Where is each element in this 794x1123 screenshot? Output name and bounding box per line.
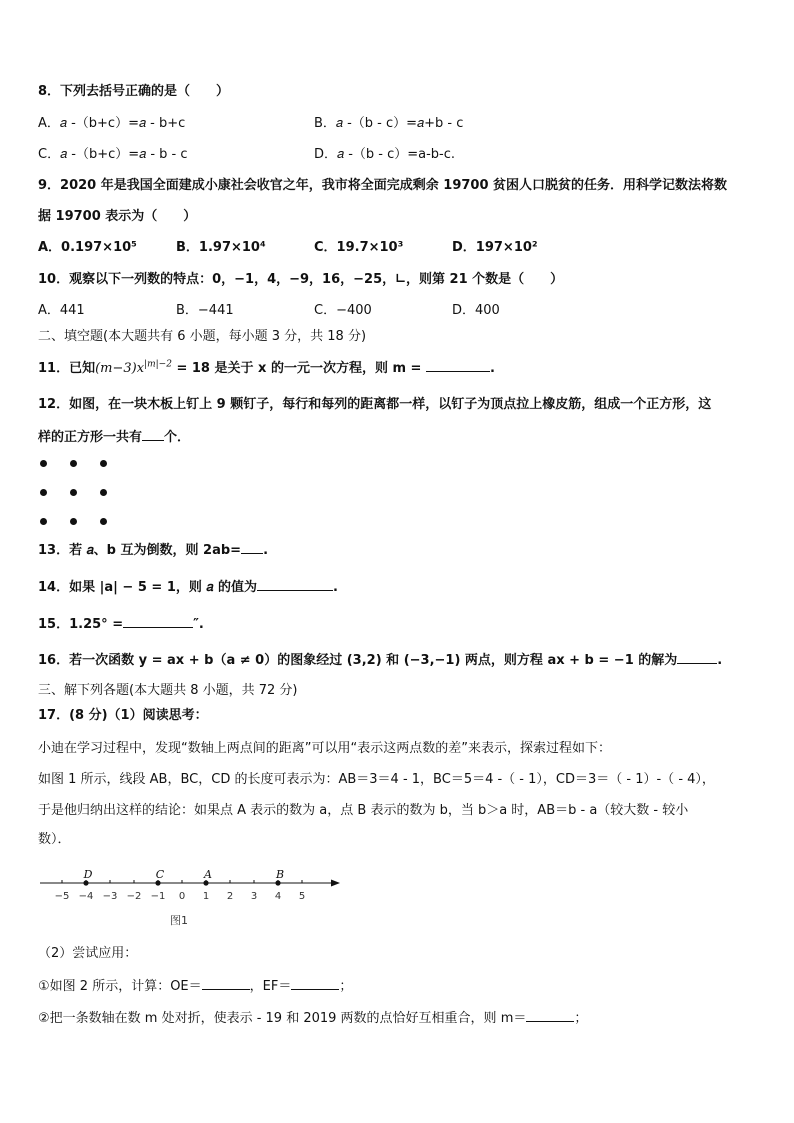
q8-option-b[interactable]: B．𝑎 -（b - c）=𝑎+b - c [314, 116, 464, 131]
tick-label: 5 [298, 891, 306, 902]
section-problems-heading: 三、解下列各题(本大题共 8 小题，共 72 分) [38, 683, 298, 698]
q17-paragraph-1: 小迪在学习过程中，发现“数轴上两点间的距离”可以用“表示这两点数的差”来表示，探索过程如下： [38, 741, 611, 756]
q10-option-d[interactable]: D．400 [452, 303, 500, 318]
point-d [83, 880, 88, 885]
q12-suffix: 个． [164, 430, 191, 445]
point-label-b: B [275, 868, 285, 881]
q17-paragraph-2: 如图 1 所示，线段 AB，BC，CD 的长度可表示为：AB＝3＝4 - 1，BC＝5＝4 -（ - 1），CD＝3＝（ - 1）-（ - 4）， [38, 772, 715, 787]
q17-item1-end: ； [339, 979, 353, 994]
section-fill-in-heading: 二、填空题(本大题共有 6 小题，每小题 3 分，共 18 分) [38, 329, 367, 344]
oe-answer-blank[interactable] [202, 977, 250, 990]
point-b [275, 880, 280, 885]
tick-label: −1 [150, 891, 166, 902]
q8-option-a[interactable]: A．𝑎 -（b+c）=𝑎 - b+c [38, 116, 186, 131]
q9-option-b[interactable]: B．1.97×10⁴ [176, 240, 266, 255]
q16-prefix: 16．若一次函数 y = ax + b（a ≠ 0）的图象经过 (3,2) 和 (−3,−1) 两点，则方程 ax + b = −1 的解为 [38, 653, 678, 668]
figure-1-caption: 图1 [170, 914, 188, 927]
q9-option-d[interactable]: D．197×10² [452, 240, 538, 255]
ef-answer-blank[interactable] [291, 977, 339, 990]
point-a [203, 880, 208, 885]
q12-stem-line1: 12．如图，在一块木板上钉上 9 颗钉子，每行和每列的距离都一样，以钉子为顶点拉上橡皮筋，组成一个正方形，这 [38, 397, 712, 412]
nail-dot [100, 518, 107, 525]
q16-answer-blank[interactable] [677, 651, 717, 664]
q16-end: . [717, 653, 723, 668]
q14-answer-blank[interactable] [257, 578, 333, 591]
q12-stem-line2 [38, 428, 190, 447]
q8-stem: 8．下列去括号正确的是（ ） [38, 84, 230, 99]
nail-dot [40, 489, 47, 496]
q13-line [38, 541, 268, 560]
q15-answer-blank[interactable] [123, 615, 193, 628]
q17-heading: 17．(8 分)（1）阅读思考： [38, 708, 208, 723]
m-answer-blank[interactable] [526, 1009, 574, 1022]
q11-prefix: 11．已知 [38, 361, 96, 376]
number-line-arrowhead [331, 880, 340, 887]
q9-stem-line1: 9．2020 年是我国全面建成小康社会收官之年，我市将全面完成剩余 19700 贫困人口脱贫的任务．用科学记数法将数 [38, 178, 728, 193]
nail-dot [40, 518, 47, 525]
tick-label: −2 [126, 891, 142, 902]
tick-label: 3 [250, 891, 258, 902]
q13-answer-blank[interactable] [241, 541, 263, 554]
tick-label: −5 [54, 891, 70, 902]
q11-answer-blank[interactable] [426, 359, 490, 372]
q10-option-c[interactable]: C．−400 [314, 303, 372, 318]
q17-item2-prefix: ②把一条数轴在数 m 处对折，使表示 - 19 和 2019 两数的点恰好互相重合，则 m＝ [38, 1011, 527, 1026]
nail-dot [100, 460, 107, 467]
nail-dot [70, 460, 77, 467]
q9-stem-line2: 据 19700 表示为（ ） [38, 209, 197, 224]
q14-line [38, 578, 338, 597]
nail-dot [70, 489, 77, 496]
figure-1-number-line [38, 862, 342, 930]
q11-expression: (m−3)x [95, 361, 145, 376]
nail-dot [70, 518, 77, 525]
q16-line [38, 651, 722, 670]
q9-option-a[interactable]: A．0.197×10⁵ [38, 240, 137, 255]
q13-end: . [263, 543, 269, 558]
q13-prefix: 13．若 𝑎、b 互为倒数，则 2ab= [38, 543, 242, 558]
q11-end: . [489, 361, 495, 376]
point-c [155, 880, 160, 885]
q10-stem: 10．观察以下一列数的特点：0，−1，4，−9，16，−25，∟，则第 21 个数是（ ） [38, 272, 564, 287]
tick-label: 1 [202, 891, 210, 902]
q10-option-b[interactable]: B．−441 [176, 303, 234, 318]
q11-exponent: |m|−2 [144, 359, 172, 370]
q17-part2-item2 [38, 1009, 587, 1028]
q14-prefix: 14．如果 |a| − 5 = 1，则 𝑎 的值为 [38, 580, 257, 595]
nail-dot [100, 489, 107, 496]
q15-end: ″. [193, 617, 204, 632]
q17-item2-end: ； [574, 1011, 588, 1026]
q11-line [38, 359, 495, 378]
q17-part2-item1 [38, 977, 352, 996]
tick-label: 2 [226, 891, 234, 902]
q12-answer-blank[interactable] [142, 428, 164, 441]
q14-end: . [332, 580, 338, 595]
tick-label: 4 [274, 891, 282, 902]
nail-dot [40, 460, 47, 467]
q15-line [38, 615, 204, 634]
tick-label: −3 [102, 891, 118, 902]
point-label-d: D [83, 868, 93, 881]
q15-prefix: 15．1.25° = [38, 617, 124, 632]
q17-part2-heading: （2）尝试应用： [38, 946, 138, 961]
q17-item1-prefix: ①如图 2 所示，计算：OE＝ [38, 979, 202, 994]
tick-label: −4 [78, 891, 94, 902]
tick-label: 0 [178, 891, 186, 902]
q17-item1-middle: ，EF＝ [249, 979, 292, 994]
q17-paragraph-4: 数）． [38, 832, 71, 847]
q10-option-a[interactable]: A．441 [38, 303, 85, 318]
q12-prefix: 样的正方形一共有 [38, 430, 143, 445]
q17-paragraph-3: 于是他归纳出这样的结论：如果点 A 表示的数为 a，点 B 表示的数为 b，当 b＞a 时，AB＝b - a（较大数 - 较小 [38, 803, 689, 818]
q9-option-c[interactable]: C．19.7×10³ [314, 240, 404, 255]
point-label-a: A [204, 868, 212, 881]
q11-suffix: = 18 是关于 x 的一元一次方程，则 m = [176, 361, 422, 376]
q8-option-c[interactable]: C．𝑎 -（b+c）=𝑎 - b - c [38, 147, 188, 162]
q8-option-d[interactable]: D．𝑎 -（b - c）=a-b-c. [314, 147, 456, 162]
point-label-c: C [155, 868, 165, 881]
